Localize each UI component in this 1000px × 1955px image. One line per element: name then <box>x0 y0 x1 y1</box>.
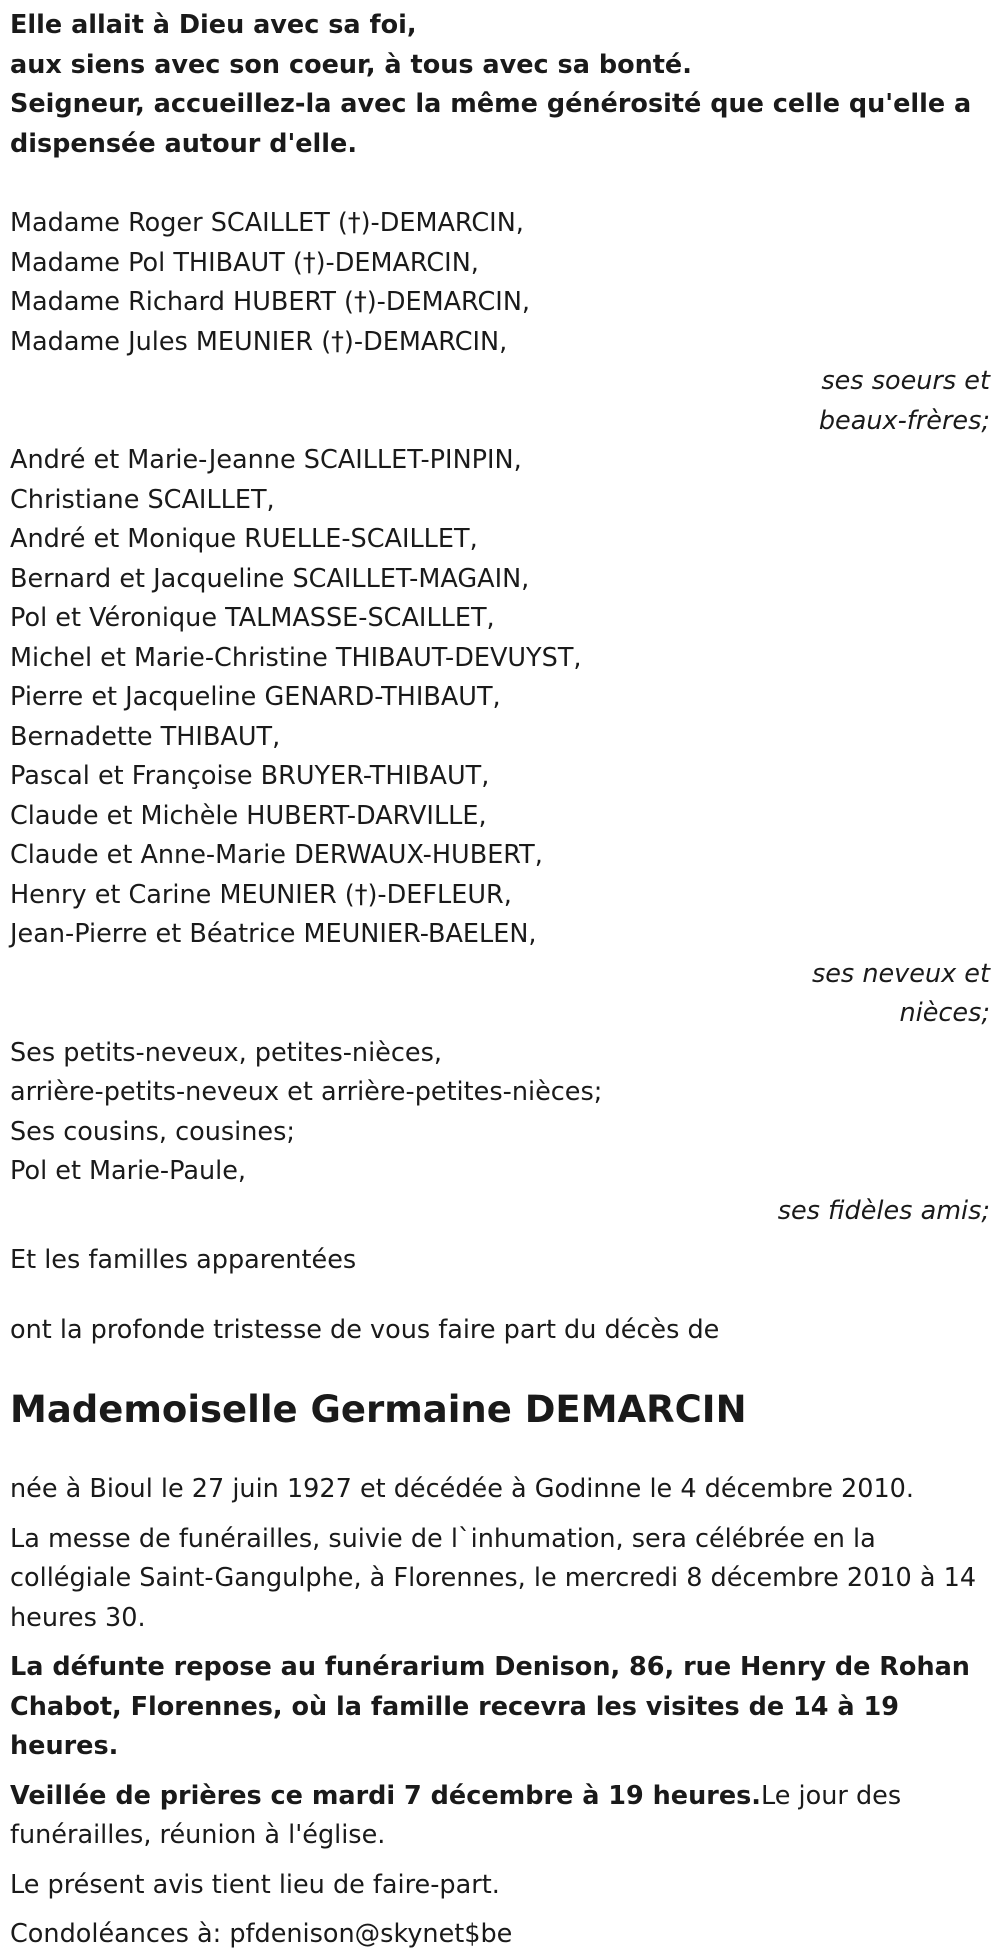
nephew-name: Bernard et Jacqueline SCAILLET-MAGAIN, <box>10 563 530 594</box>
sister-name: Madame Richard HUBERT (†)-DEMARCIN, <box>10 287 530 317</box>
birth-death-line: née à Bioul le 27 juin 1927 et décédée à Godinne le 4 décembre 2010. <box>10 1474 915 1504</box>
others-section <box>10 1034 990 1232</box>
sisters-relation-line-2: beaux-frères; <box>818 405 990 436</box>
relatives-line: arrière-petits-neveux et arrière-petites-nièces; <box>10 1077 603 1107</box>
vigil-rest-text: Le jour des funérailles, réunion à l'église. <box>10 1780 902 1850</box>
nephew-name: Michel et Marie-Christine THIBAUT-DEVUYST, <box>10 642 582 673</box>
nephew-name: Pascal et Françoise BRUYER-THIBAUT, <box>10 761 490 791</box>
sister-name: Madame Roger SCAILLET (†)-DEMARCIN, <box>10 208 524 238</box>
condolences-line: Condoléances à: pfdenison@skynet$be <box>10 1919 513 1949</box>
nephew-name: Claude et Michèle HUBERT-DARVILLE, <box>10 800 487 831</box>
nephew-name: Bernadette THIBAUT, <box>10 721 281 752</box>
announcement-line: ont la profonde tristesse de vous faire part du décès de <box>10 1314 720 1345</box>
relatives-line: Pol et Marie-Paule, <box>10 1156 247 1186</box>
nephew-name: Jean-Pierre et Béatrice MEUNIER-BAELEN, <box>10 919 537 949</box>
nephew-name: Henry et Carine MEUNIER (†)-DEFLEUR, <box>10 879 512 910</box>
vigil-details <box>10 1777 985 1856</box>
nephews-section <box>10 441 990 1034</box>
nephew-name: Pierre et Jacqueline GENARD-THIBAUT, <box>10 682 501 712</box>
nephew-name: Claude et Anne-Marie DERWAUX-HUBERT, <box>10 840 543 870</box>
sister-name: Madame Jules MEUNIER (†)-DEMARCIN, <box>10 326 508 357</box>
families-line: Et les familles apparentées <box>10 1245 357 1275</box>
notice-line: Le présent avis tient lieu de faire-part. <box>10 1869 500 1900</box>
intro-line-2: aux siens avec son coeur, à tous avec sa bonté. <box>10 49 692 80</box>
vigil-bold-text: Veillée de prières ce mardi 7 décembre à 19 heures. <box>10 1780 761 1811</box>
relatives-line: Ses petits-neveux, petites-nièces, <box>10 1037 442 1068</box>
nephew-name: Christiane SCAILLET, <box>10 484 275 515</box>
nephew-name: Pol et Véronique TALMASSE-SCAILLET, <box>10 603 495 633</box>
nephew-name: André et Monique RUELLE-SCAILLET, <box>10 524 478 554</box>
sisters-relation-line-1: ses soeurs et <box>821 366 990 396</box>
intro-line-3: Seigneur, accueillez-la avec la même générosité que celle qu'elle a dispensée autour d'elle. <box>10 89 972 159</box>
sisters-section <box>10 204 990 441</box>
nephew-name: André et Marie-Jeanne SCAILLET-PINPIN, <box>10 445 522 475</box>
sister-name: Madame Pol THIBAUT (†)-DEMARCIN, <box>10 247 479 278</box>
friends-relation: ses fidèles amis; <box>777 1195 990 1226</box>
rest-details: La défunte repose au funérarium Denison, 86, rue Henry de Rohan Chabot, Florennes, où la famille recevra les visites de 14 à 19 heures. <box>10 1652 970 1761</box>
deceased-name: Mademoiselle Germaine DEMARCIN <box>10 1388 747 1431</box>
relatives-line: Ses cousins, cousines; <box>10 1116 295 1147</box>
nephews-relation-line-1: ses neveux et <box>811 958 990 989</box>
funeral-details: La messe de funérailles, suivie de l`inhumation, sera célébrée en la collégiale Saint-Gangulphe, à Florennes, le mercredi 8 décembre 2010 à 14 heures 30. <box>10 1523 977 1633</box>
nephews-relation-line-2: nièces; <box>899 998 990 1028</box>
intro-line-1: Elle allait à Dieu avec sa foi, <box>10 10 417 40</box>
